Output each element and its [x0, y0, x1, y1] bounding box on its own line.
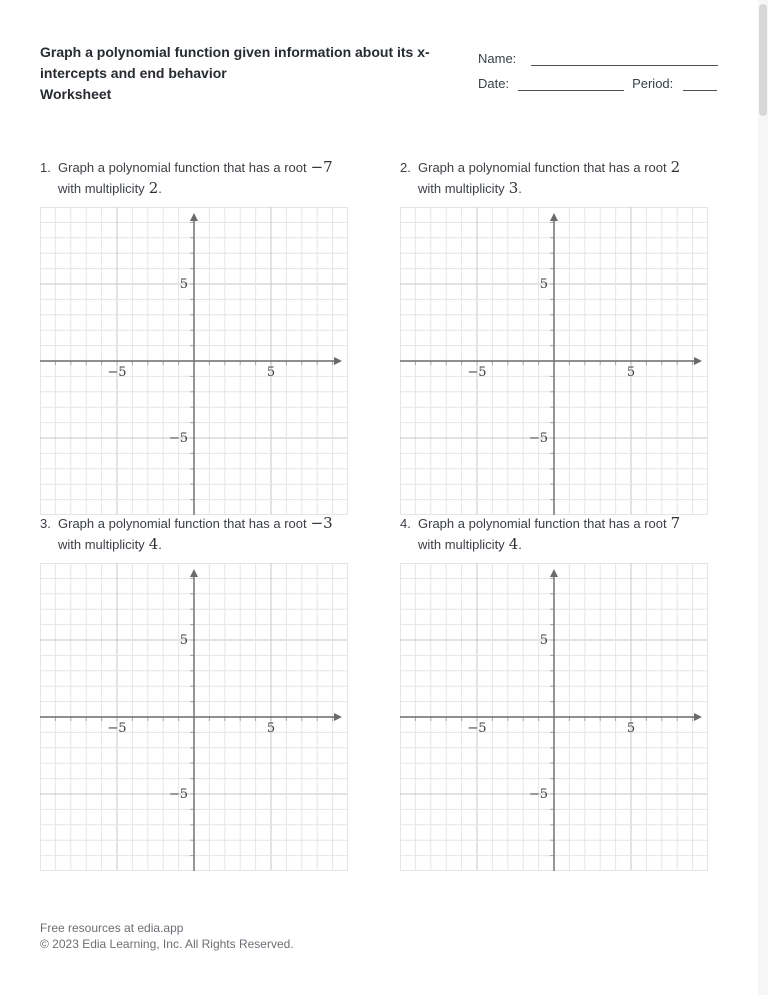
problem-2 [400, 157, 756, 199]
x-tick-label: −5 [107, 365, 127, 380]
x-axis [400, 713, 702, 721]
x-tick-label: 5 [626, 365, 636, 380]
x-axis-arrow [694, 357, 702, 365]
period-blank-line [683, 76, 717, 91]
empty-coordinate-plane [40, 207, 348, 515]
y-tick-label: −5 [528, 787, 548, 802]
worksheet-title: Graph a polynomial function given information about its x-intercepts and end behavior [40, 44, 430, 81]
x-axis-arrow [334, 713, 342, 721]
multiplicity-value: 4 [148, 535, 159, 553]
y-tick-label: 5 [179, 277, 188, 292]
problem-3-text: Graph a polynomial function that has a root −3 with multiplicity 4. [58, 514, 333, 553]
problem-1-number: 1. [40, 160, 51, 175]
student-info-block [478, 44, 718, 94]
x-tick-label: 5 [626, 721, 636, 736]
problem-1-text: Graph a polynomial function that has a root −7 with multiplicity 2. [58, 158, 333, 197]
worksheet-subtitle: Worksheet [40, 86, 112, 102]
coordinate-grid-3 [40, 563, 348, 871]
x-axis [40, 713, 342, 721]
y-axis-arrow [550, 569, 558, 577]
y-axis [190, 213, 198, 515]
name-row [478, 44, 718, 66]
x-tick-label: −5 [107, 721, 127, 736]
x-axis-arrow [334, 357, 342, 365]
y-tick-label: 5 [179, 633, 188, 648]
scrollbar-thumb[interactable] [759, 4, 767, 116]
y-axis [550, 213, 558, 515]
empty-coordinate-plane [40, 563, 348, 871]
date-blank-line [518, 76, 624, 91]
period-label: Period: [632, 76, 674, 91]
problem-2-number: 2. [400, 160, 411, 175]
problem-4-number: 4. [400, 516, 411, 531]
coordinate-grid-4 [400, 563, 708, 871]
y-tick-label: −5 [528, 431, 548, 446]
footer-copyright-text: © 2023 Edia Learning, Inc. All Rights Reserved. [40, 937, 294, 951]
y-axis-arrow [550, 213, 558, 221]
x-tick-label: 5 [266, 365, 276, 380]
x-axis [40, 357, 342, 365]
coordinate-grid-1 [40, 207, 348, 515]
name-blank-line [531, 51, 718, 66]
root-value: 2 [670, 158, 681, 176]
y-tick-label: −5 [168, 431, 188, 446]
empty-coordinate-plane [400, 207, 708, 515]
multiplicity-value: 3 [508, 179, 519, 197]
problem-4-text: Graph a polynomial function that has a root 7 with multiplicity 4. [418, 514, 681, 553]
x-tick-label: 5 [266, 721, 276, 736]
x-tick-label: −5 [467, 721, 487, 736]
coordinate-grid-2 [400, 207, 708, 515]
footer-resources-text: Free resources at edia.app [40, 921, 184, 935]
problem-3 [40, 513, 396, 555]
problem-4 [400, 513, 756, 555]
root-value: −7 [310, 158, 333, 176]
problem-1 [40, 157, 396, 199]
scrollbar-track[interactable] [758, 0, 768, 995]
y-axis [550, 569, 558, 871]
problem-2-text: Graph a polynomial function that has a root 2 with multiplicity 3. [418, 158, 681, 197]
problem-3-number: 3. [40, 516, 51, 531]
y-tick-label: 5 [539, 277, 548, 292]
footer [40, 920, 294, 952]
y-axis-arrow [190, 213, 198, 221]
x-axis-arrow [694, 713, 702, 721]
date-period-row [478, 69, 718, 91]
y-tick-label: −5 [168, 787, 188, 802]
date-label: Date: [478, 76, 510, 91]
y-axis [190, 569, 198, 871]
x-tick-label: −5 [467, 365, 487, 380]
title-block [40, 42, 472, 105]
root-value: 7 [670, 514, 681, 532]
root-value: −3 [310, 514, 333, 532]
multiplicity-value: 4 [508, 535, 519, 553]
y-axis-arrow [190, 569, 198, 577]
x-axis [400, 357, 702, 365]
empty-coordinate-plane [400, 563, 708, 871]
multiplicity-value: 2 [148, 179, 159, 197]
y-tick-label: 5 [539, 633, 548, 648]
name-label: Name: [478, 51, 517, 66]
